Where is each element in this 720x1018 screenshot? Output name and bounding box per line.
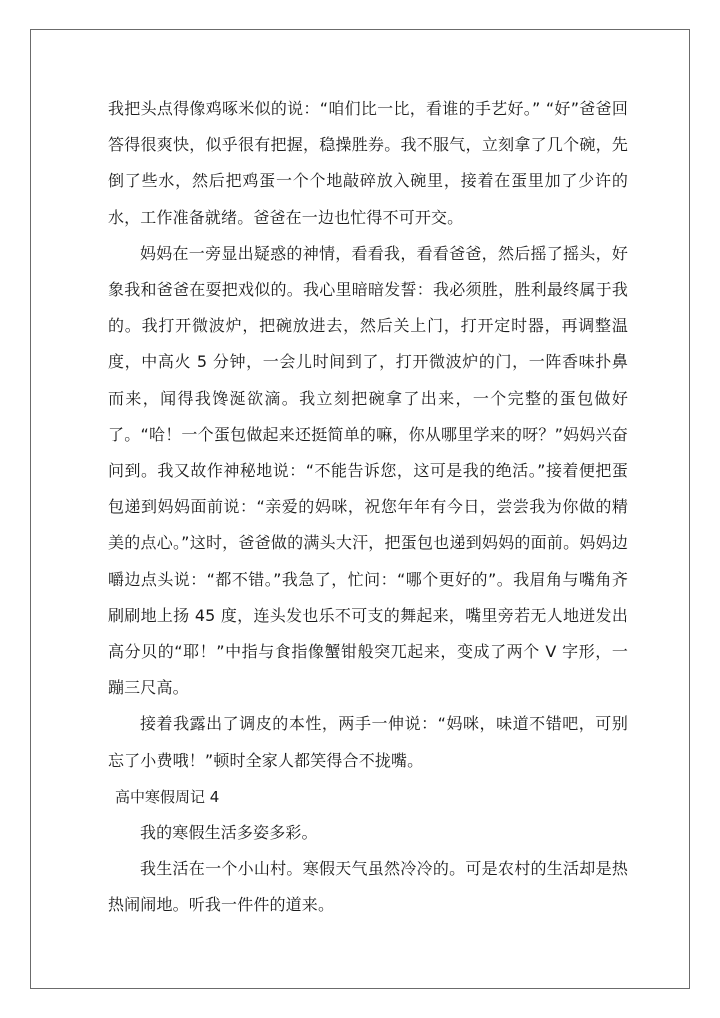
section-heading: 高中寒假周记 4 xyxy=(115,787,220,806)
paragraph-tip-joke: 接着我露出了调皮的本性，两手一伸说：“妈咪，味道不错吧，可别忘了小费哦！”顿时全家人都笑得合不拢嘴。 xyxy=(108,714,628,770)
document-body xyxy=(108,91,628,924)
paragraph-cooking-contest: 我把头点得像鸡啄米似的说：“咱们比一比，看谁的手艺好。” “好”爸爸回答得很爽快，似乎很有把握，稳操胜券。我不服气，立刻拿了几个碗，先倒了些水，然后把鸡蛋一个个地敲碎放入碗里，接着在蛋里加了少许的水，工作准备就绪。爸爸在一边也忙得不可开交。 xyxy=(108,99,628,227)
paragraph-microwave-egg: 妈妈在一旁显出疑惑的神情，看看我，看看爸爸，然后摇了摇头，好象我和爸爸在耍把戏似的。我心里暗暗发誓：我必须胜，胜利最终属于我的。我打开微波炉，把碗放进去，然后关上门，打开定时器，再调整温度，中高火 5 分钟，一会儿时间到了，打开微波炉的门，一阵香味扑鼻而来，闻得我馋涎欲滴。我立刻把碗拿了出来，一个完整的蛋包做好了。“哈！一个蛋包做起来还挺简单的嘛，你从哪里学来的呀？”妈妈兴奋问到。我又故作神秘地说：“不能告诉您，这可是我的绝活。”接着便把蛋包递到妈妈面前说：“亲爱的妈咪，祝您年年有今日，尝尝我为你做的精美的点心。”这时，爸爸做的满头大汗，把蛋包也递到妈妈的面前。妈妈边嚼边点头说：“都不错。”我急了，忙问：“哪个更好的”。我眉角与嘴角齐刷刷地上扬 45 度，连头发也乐不可支的舞起来，嘴里旁若无人地迸发出高分贝的“耶！”中指与食指像蟹钳般突兀起来，变成了两个 V 字形，一蹦三尺高。 xyxy=(108,243,628,698)
paragraph-village: 我生活在一个小山村。寒假天气虽然冷冷的。可是农村的生活却是热热闹闹地。听我一件件的道来。 xyxy=(108,859,628,915)
paragraph-winter-life: 我的寒假生活多姿多彩。 xyxy=(140,823,318,843)
